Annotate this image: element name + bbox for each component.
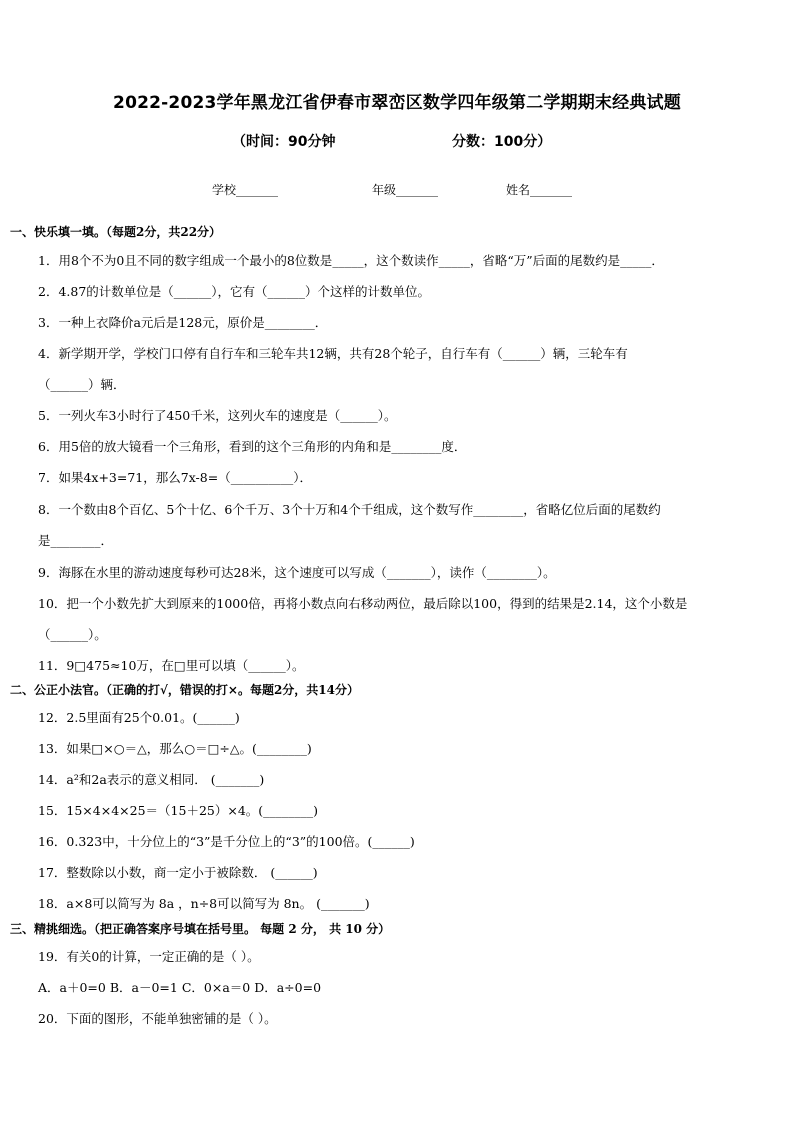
grade-field: 年级_______ [372,183,439,197]
question-13: 13．如果□×○＝△，那么○＝□÷△。(________) [38,741,312,756]
question-14: 14．a²和2a表示的意义相同． (_______) [38,772,265,787]
question-2: 2．4.87的计数单位是（______），它有（______）个这样的计数单位。 [38,284,431,299]
question-4: 4．新学期开学，学校门口停有自行车和三轮车共12辆，共有28个轮子，自行车有（______）辆，三轮车有 [38,346,628,361]
question-9: 9．海豚在水里的游动速度每秒可达28米，这个速度可以写成（_______），读作（________）。 [38,565,556,580]
question-5: 5．一列火车3小时行了450千米，这列火车的速度是（______）。 [38,408,397,423]
question-12: 12．2.5里面有25个0.01。(______) [38,710,240,725]
question-16: 16．0.323中，十分位上的“3”是千分位上的“3”的100倍。(______) [38,834,415,849]
school-field: 学校_______ [212,183,279,197]
question-19: 19．有关0的计算，一定正确的是（ ）。 [38,949,260,964]
question-20: 20．下面的图形，不能单独密铺的是（ ）。 [38,1011,277,1026]
name-field: 姓名_______ [506,183,573,197]
question-15: 15．15×4×4×25＝（15＋25）×4。(________) [38,803,319,818]
exam-time: （时间：90分钟 [232,134,336,150]
section-heading-true-false: 二、公正小法官。（正确的打√，错误的打×。每题2分，共14分） [10,683,359,697]
question-11: 11．9□475≈10万，在□里可以填（______）。 [38,658,305,673]
question-17: 17．整数除以小数，商一定小于被除数． (______) [38,865,318,880]
question-8: 8．一个数由8个百亿、5个十亿、6个千万、3个十万和4个千组成，这个数写作________，省略亿位后面的尾数约 [38,502,661,517]
section-heading-fill-in: 一、快乐填一填。（每题2分，共22分） [10,225,222,239]
question-3: 3．一种上衣降价a元后是128元，原价是________． [38,315,328,330]
question-7: 7．如果4x+3=71，那么7x-8=（__________）． [38,470,312,485]
question-19-options: A．a＋0=0 B．a－0=1 C．0×a＝0 D．a÷0=0 [38,980,322,995]
question-10: 10．把一个小数先扩大到原来的1000倍，再将小数点向右移动两位，最后除以100，得到的结果是2.14，这个小数是 [38,596,688,611]
question-18: 18．a×8可以简写为 8a ，n÷8可以简写为 8n。 (_______) [38,896,370,911]
question-4-continued: （______）辆． [38,377,126,392]
question-10-continued: （______）。 [38,627,107,642]
question-1: 1．用8个不为0且不同的数字组成一个最小的8位数是_____，这个数读作_____，省略“万”后面的尾数约是_____． [38,253,664,268]
exam-title: 2022-2023学年黑龙江省伊春市翠峦区数学四年级第二学期期末经典试题 [113,93,681,113]
section-heading-multiple-choice: 三、精挑细选。（把正确答案序号填在括号里。 每题 2 分， 共 10 分） [10,922,391,936]
question-6: 6．用5倍的放大镜看一个三角形，看到的这个三角形的内角和是________度． [38,439,467,454]
exam-score: 分数：100分） [452,134,552,150]
question-8-continued: 是________． [38,533,114,548]
